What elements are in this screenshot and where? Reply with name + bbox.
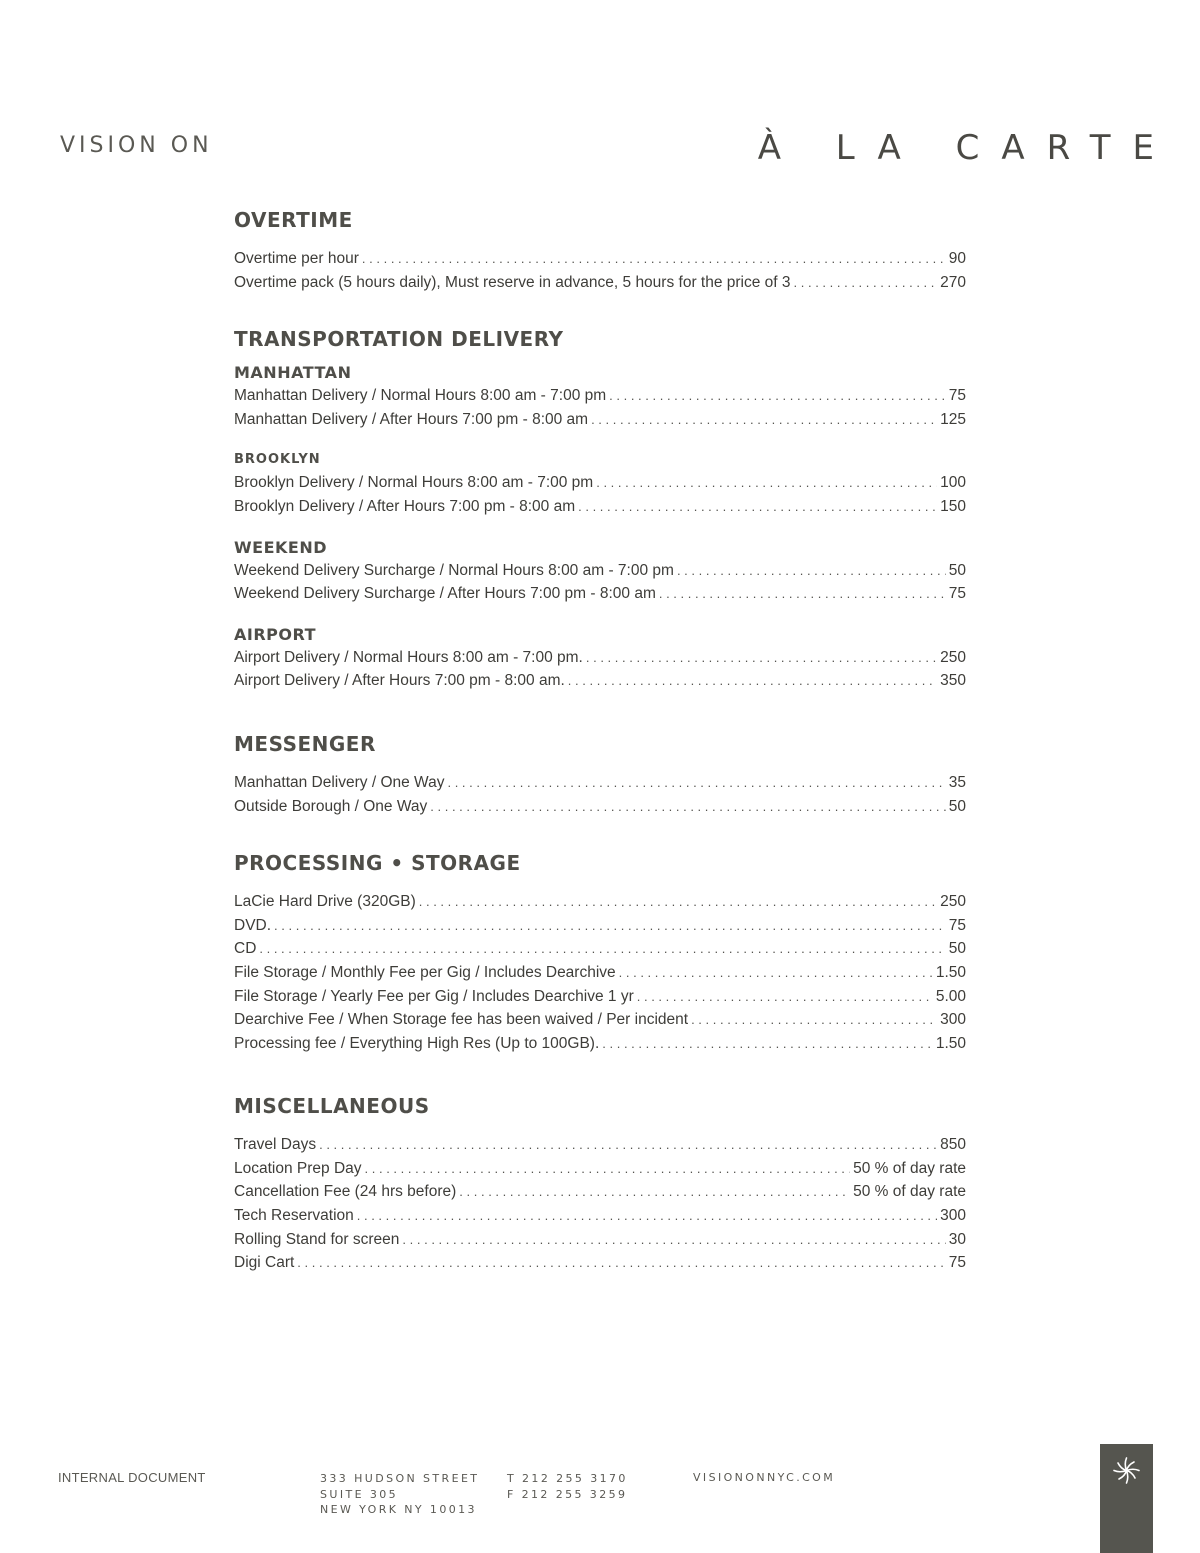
- address-line: SUITE 305: [320, 1487, 399, 1501]
- dot-leader: [609, 384, 946, 408]
- dot-leader: [402, 1228, 945, 1252]
- item-price: 75: [948, 916, 966, 934]
- dot-leader: [459, 1180, 850, 1204]
- item-price: 50 % of day rate: [853, 1183, 966, 1201]
- item-label: Travel Days: [234, 1136, 317, 1154]
- price-row: [234, 559, 966, 583]
- item-price: 75: [948, 387, 966, 405]
- address-line: 333 HUDSON STREET: [320, 1472, 480, 1485]
- address: [320, 1471, 479, 1518]
- price-row: [234, 271, 966, 295]
- item-label: Digi Cart: [234, 1254, 295, 1272]
- dot-leader: [637, 985, 933, 1009]
- item-price: 50: [948, 561, 966, 579]
- item-label: File Storage / Monthly Fee per Gig / Includes Dearchive: [234, 963, 616, 981]
- price-row: [234, 1228, 966, 1252]
- price-row: [234, 582, 966, 606]
- item-price: 350: [940, 672, 966, 690]
- price-row: [234, 1032, 966, 1056]
- item-label: DVD.: [234, 916, 272, 934]
- price-row: [234, 646, 966, 670]
- dot-leader: [447, 771, 945, 795]
- dot-leader: [430, 795, 945, 819]
- item-price: 250: [940, 893, 966, 911]
- item-price: 50: [948, 940, 966, 958]
- address-line: NEW YORK NY 10013: [320, 1503, 477, 1516]
- price-row: [234, 795, 966, 819]
- price-row: [234, 1204, 966, 1228]
- price-row: [234, 495, 966, 519]
- price-row: [234, 890, 966, 914]
- dot-leader: [259, 937, 945, 961]
- item-label: Cancellation Fee (24 hrs before): [234, 1183, 457, 1201]
- item-label: Outside Borough / One Way: [234, 797, 428, 815]
- item-label: Manhattan Delivery / One Way: [234, 773, 445, 791]
- dot-leader: [677, 559, 946, 583]
- item-price: 50 % of day rate: [853, 1159, 966, 1177]
- subsection-title-manhattan: MANHATTAN: [234, 363, 352, 383]
- price-row: [234, 1008, 966, 1032]
- price-row: [234, 247, 966, 271]
- dot-leader: [297, 1251, 945, 1275]
- item-price: 270: [940, 273, 966, 291]
- logo-block: [1100, 1444, 1153, 1553]
- item-label: Processing fee / Everything High Res (Up to 100GB).: [234, 1034, 600, 1052]
- item-label: File Storage / Yearly Fee per Gig / Includes Dearchive 1 yr: [234, 987, 634, 1005]
- fax-number: F 212 255 3259: [507, 1487, 628, 1501]
- dot-leader: [602, 1032, 933, 1056]
- price-row: [234, 771, 966, 795]
- dot-leader: [691, 1008, 937, 1032]
- page-title: À LA CARTE: [757, 128, 1176, 168]
- price-row: [234, 669, 966, 693]
- price-row: [234, 1157, 966, 1181]
- item-label: Brooklyn Delivery / Normal Hours 8:00 am - 7:00 pm: [234, 474, 594, 492]
- dot-leader: [619, 961, 933, 985]
- section-title-transportation: TRANSPORTATION DELIVERY: [234, 327, 564, 352]
- price-row: [234, 937, 966, 961]
- item-label: Brooklyn Delivery / After Hours 7:00 pm - 8:00 am: [234, 497, 576, 515]
- item-label: Airport Delivery / After Hours 7:00 pm - 8:00 am.: [234, 672, 565, 690]
- item-label: Overtime pack (5 hours daily), Must reserve in advance, 5 hours for the price of 3: [234, 273, 791, 291]
- item-price: 75: [948, 585, 966, 603]
- section-title-processing: PROCESSING • STORAGE: [234, 851, 521, 876]
- dot-leader: [586, 646, 937, 670]
- item-label: Weekend Delivery Surcharge / Normal Hours 8:00 am - 7:00 pm: [234, 561, 674, 579]
- dot-leader: [419, 890, 937, 914]
- item-price: 50: [948, 797, 966, 815]
- item-label: Overtime per hour: [234, 250, 359, 267]
- price-row: [234, 384, 966, 408]
- item-price: 150: [940, 497, 966, 515]
- item-price: 125: [940, 410, 966, 428]
- item-label: LaCie Hard Drive (320GB): [234, 893, 416, 911]
- phone-block: [507, 1471, 628, 1502]
- item-price: 300: [940, 1011, 966, 1029]
- item-price: 1.50: [935, 963, 966, 981]
- item-label: Location Prep Day: [234, 1159, 362, 1177]
- item-price: 5.00: [935, 987, 966, 1005]
- item-label: Dearchive Fee / When Storage fee has been waived / Per incident: [234, 1011, 689, 1029]
- dot-leader: [362, 247, 946, 271]
- asterisk-logo-icon: [1111, 1455, 1142, 1486]
- dot-leader: [319, 1133, 937, 1157]
- dot-leader: [659, 582, 946, 606]
- item-label: Tech Reservation: [234, 1207, 354, 1225]
- item-price: 90: [948, 250, 966, 267]
- item-label: Manhattan Delivery / Normal Hours 8:00 am - 7:00 pm: [234, 387, 607, 405]
- section-title-messenger: MESSENGER: [234, 731, 376, 756]
- dot-leader: [365, 1157, 851, 1181]
- subsection-title-weekend: WEEKEND: [234, 537, 328, 557]
- dot-leader: [568, 669, 937, 693]
- dot-leader: [794, 271, 938, 295]
- item-price: 850: [940, 1136, 966, 1154]
- subsection-title-airport: AIRPORT: [234, 624, 316, 644]
- dot-leader: [596, 471, 937, 495]
- item-price: 30: [948, 1230, 966, 1248]
- price-row: [234, 471, 966, 495]
- footer: [0, 1470, 1200, 1550]
- dot-leader: [274, 914, 946, 938]
- brand-name: VISION ON: [60, 133, 213, 158]
- item-label: Airport Delivery / Normal Hours 8:00 am - 7:00 pm.: [234, 648, 583, 666]
- section-title-miscellaneous: MISCELLANEOUS: [234, 1094, 430, 1119]
- price-row: [234, 985, 966, 1009]
- dot-leader: [357, 1204, 937, 1228]
- price-row: [234, 1133, 966, 1157]
- section-title-overtime: OVERTIME: [234, 208, 353, 232]
- phone-number: T 212 255 3170: [507, 1472, 628, 1485]
- item-price: 250: [940, 648, 966, 666]
- item-price: 75: [948, 1254, 966, 1272]
- price-row: [234, 1251, 966, 1275]
- dot-leader: [591, 408, 937, 432]
- item-label: Weekend Delivery Surcharge / After Hours 7:00 pm - 8:00 am: [234, 585, 656, 603]
- item-price: 1.50: [935, 1034, 966, 1052]
- price-row: [234, 914, 966, 938]
- website-link[interactable]: VISIONONNYC.COM: [693, 1471, 836, 1484]
- price-row: [234, 961, 966, 985]
- item-price: 100: [940, 474, 966, 492]
- item-price: 35: [948, 773, 966, 791]
- internal-document-label: INTERNAL DOCUMENT: [58, 1470, 206, 1485]
- price-row: [234, 1180, 966, 1204]
- item-price: 300: [940, 1207, 966, 1225]
- dot-leader: [578, 495, 937, 519]
- subsection-title-brooklyn: BROOKLYN: [234, 452, 321, 468]
- item-label: Rolling Stand for screen: [234, 1230, 400, 1248]
- price-row: [234, 408, 966, 432]
- item-label: Manhattan Delivery / After Hours 7:00 pm - 8:00 am: [234, 410, 589, 428]
- item-label: CD: [234, 940, 257, 958]
- price-list: [234, 205, 966, 1275]
